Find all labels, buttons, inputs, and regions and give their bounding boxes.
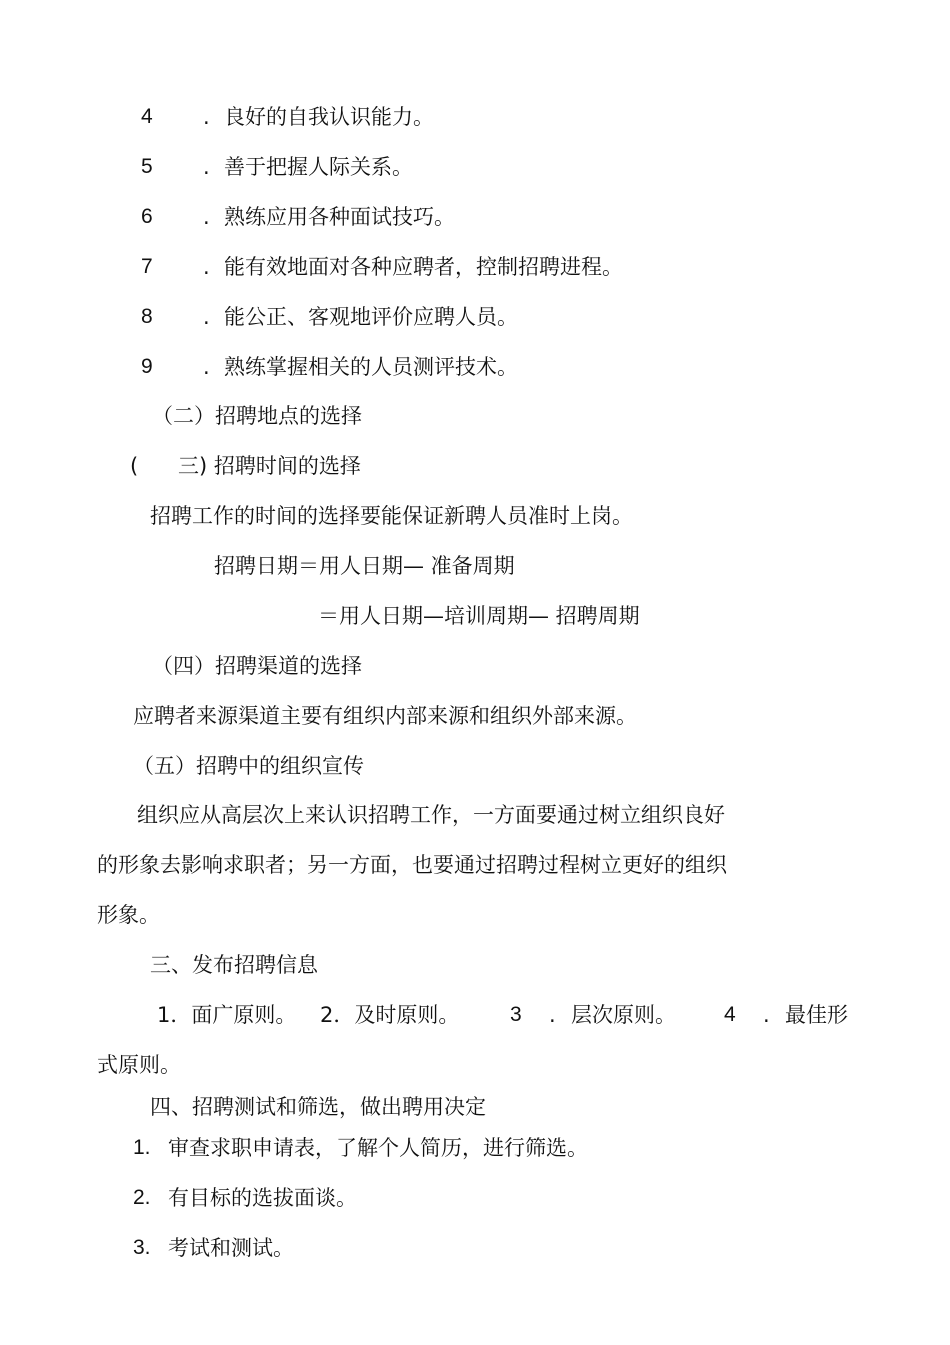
list-text: 熟练应用各种面试技巧。 xyxy=(224,205,455,229)
list-text: 考试和测试。 xyxy=(168,1236,294,1260)
principle-dot: . xyxy=(549,1003,556,1027)
list-number: 4 xyxy=(141,105,153,128)
part-heading-testing: 四、招聘测试和筛选，做出聘用决定 xyxy=(150,1095,486,1119)
list-text: 良好的自我认识能力。 xyxy=(224,105,434,129)
list-number: 7 xyxy=(141,255,153,278)
paragraph-time: 招聘工作的时间的选择要能保证新聘人员准时上岗。 xyxy=(150,504,633,528)
section-heading-channel: （四）招聘渠道的选择 xyxy=(152,654,362,678)
list-dot: . xyxy=(203,205,210,229)
list-dot: . xyxy=(203,305,210,329)
list-dot: . xyxy=(203,105,210,129)
formula-line-2: ＝用人日期—培训周期— 招聘周期 xyxy=(318,604,640,628)
formula-line-1: 招聘日期＝用人日期— 准备周期 xyxy=(214,554,515,578)
list-number: 1. xyxy=(133,1136,151,1159)
list-text: 审查求职申请表，了解个人简历，进行筛选。 xyxy=(168,1136,588,1160)
list-text: 善于把握人际关系。 xyxy=(224,155,413,179)
list-number: 2. xyxy=(133,1186,151,1209)
principle-item: 1．面广原则。 xyxy=(157,1003,297,1027)
list-dot: . xyxy=(203,155,210,179)
principle-text: 层次原则。 xyxy=(571,1003,676,1027)
part-heading-publish: 三、发布招聘信息 xyxy=(150,953,318,977)
section-heading-time: 三) 招聘时间的选择 xyxy=(178,454,361,478)
list-text: 熟练掌握相关的人员测评技术。 xyxy=(224,355,518,379)
principle-dot: . xyxy=(763,1003,770,1027)
list-text: 能公正、客观地评价应聘人员。 xyxy=(224,305,518,329)
list-number: 5 xyxy=(141,155,153,178)
principle-item: 2．及时原则。 xyxy=(320,1003,460,1027)
section-heading-paren: ( xyxy=(130,454,139,478)
list-number: 6 xyxy=(141,205,153,228)
section-heading-location: （二）招聘地点的选择 xyxy=(152,404,362,428)
paragraph-channel: 应聘者来源渠道主要有组织内部来源和组织外部来源。 xyxy=(133,704,637,728)
list-number: 9 xyxy=(141,355,153,378)
principles-continuation: 式原则。 xyxy=(97,1053,181,1077)
paragraph-promotion-line: 组织应从高层次上来认识招聘工作，一方面要通过树立组织良好 xyxy=(137,803,725,827)
list-dot: . xyxy=(203,355,210,379)
list-number: 3. xyxy=(133,1236,151,1259)
list-text: 能有效地面对各种应聘者，控制招聘进程。 xyxy=(224,255,623,279)
principle-text: 最佳形 xyxy=(785,1003,848,1027)
principle-number: 4 xyxy=(724,1003,736,1026)
list-number: 8 xyxy=(141,305,153,328)
principle-number: 3 xyxy=(510,1003,522,1026)
list-dot: . xyxy=(203,255,210,279)
section-heading-promotion: （五）招聘中的组织宣传 xyxy=(133,754,364,778)
paragraph-promotion-line: 形象。 xyxy=(97,903,160,927)
paragraph-promotion-line: 的形象去影响求职者；另一方面，也要通过招聘过程树立更好的组织 xyxy=(97,853,727,877)
list-text: 有目标的选拔面谈。 xyxy=(168,1186,357,1210)
